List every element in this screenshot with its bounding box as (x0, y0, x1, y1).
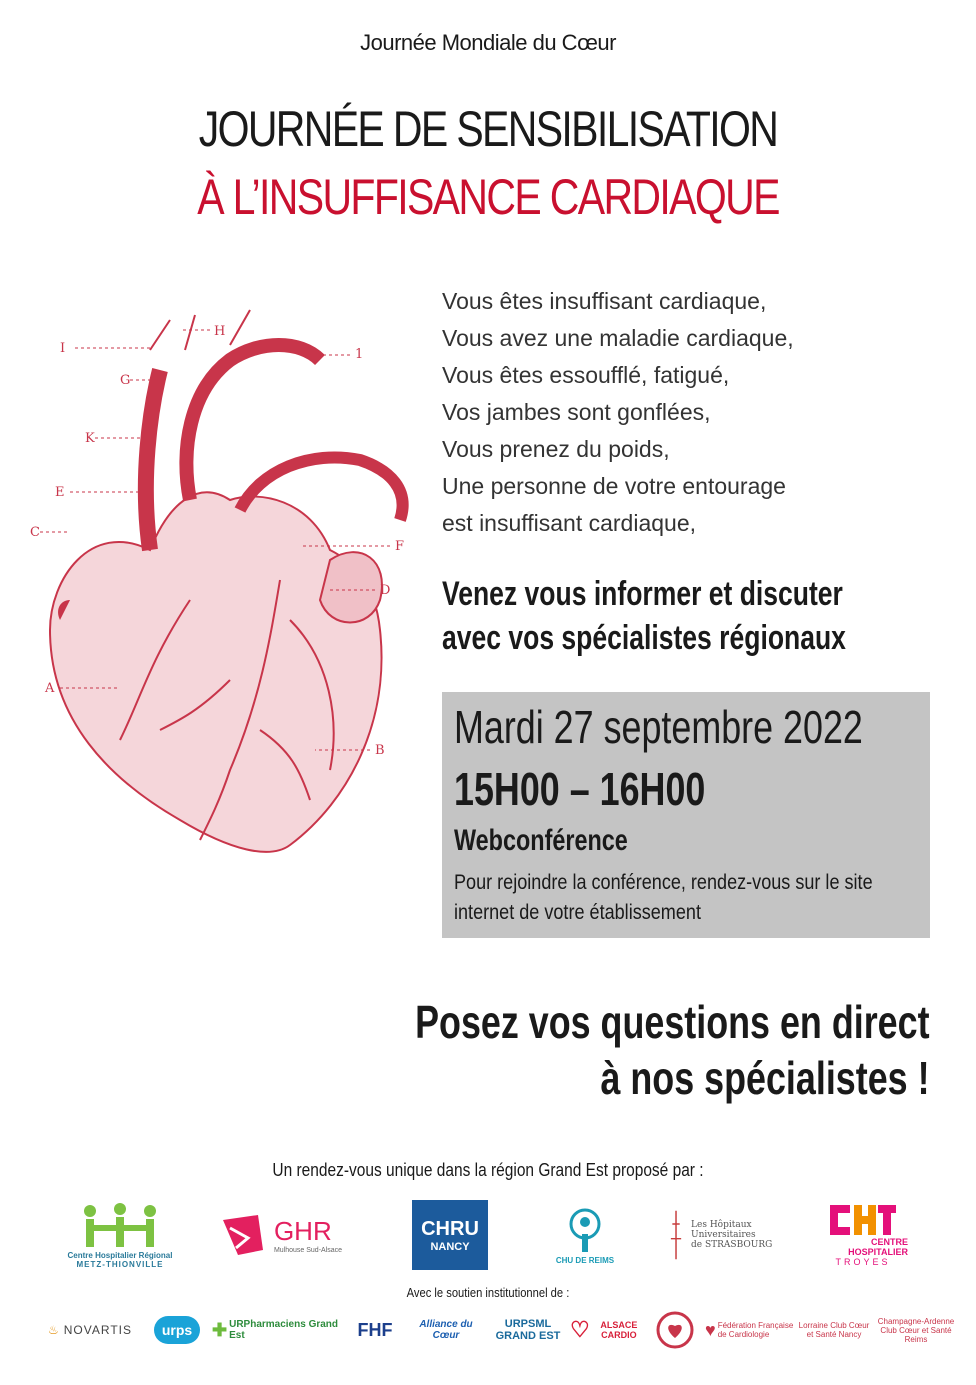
cta-line-1: Venez vous informer et discuter (442, 575, 843, 613)
ghr-shape-icon (218, 1210, 268, 1260)
tree-icon (560, 1206, 610, 1256)
supporter-name: URPharmaciens Grand Est (229, 1319, 339, 1341)
logo-chu-reims (530, 1190, 640, 1280)
supporter-urp-pharmaciens (212, 1308, 340, 1352)
people-icon (75, 1201, 165, 1251)
cathedral-icon (665, 1200, 687, 1270)
cta-line-2: avec vos spécialistes régionaux (442, 619, 846, 657)
logo-chru-nancy (410, 1190, 490, 1280)
partner-name: CHRU (421, 1217, 479, 1240)
supporter-name: FHF (357, 1319, 393, 1340)
heart-label-C: C (30, 525, 40, 540)
title-line-2: À L’INSUFFISANCE CARDIAQUE (197, 169, 779, 225)
pharmacy-cross-icon: ✚ (212, 1319, 228, 1340)
join-line-2: internet de votre établissement (454, 901, 701, 924)
heart-label-I: I (60, 341, 66, 356)
title-line-1: JOURNÉE DE SENSIBILISATION (198, 101, 778, 157)
supporter-alsace-cardio (570, 1308, 646, 1352)
symptom-item: Vous êtes insuffisant cardiaque, (442, 288, 767, 314)
heart-label-1: 1 (355, 347, 364, 362)
heart-outline-icon: ♡ (570, 1317, 590, 1342)
supporter-alliance-coeur (412, 1308, 480, 1352)
partner-name: CENTRE HOSPITALIER (848, 1237, 908, 1257)
heart-label-G: G (120, 373, 131, 388)
artery-branch-1 (150, 310, 250, 350)
supporter-name: NOVARTIS (63, 1323, 132, 1337)
heart-label-H: H (214, 324, 226, 339)
partners-intro: Un rendez-vous unique dans la région Grand Est proposé par : (272, 1160, 704, 1180)
questions-callout (416, 994, 930, 1106)
partner-sub: TROYES (835, 1257, 891, 1267)
event-date: Mardi 27 septembre 2022 (454, 701, 863, 753)
symptom-item: Vous prenez du poids, (442, 436, 670, 462)
symptom-item: Vous êtes essoufflé, fatigué, (442, 362, 730, 388)
anatomical-heart-illustration (30, 300, 430, 870)
supporter-name: Lorraine Club Cœur et Santé Nancy (798, 1321, 870, 1339)
symptom-item: Une personne de votre entourage (442, 473, 786, 499)
partner-sub: Mulhouse Sud-Alsace (273, 1247, 343, 1254)
join-line-1: Pour rejoindre la conférence, rendez-vous sur le site (454, 871, 873, 894)
supporter-ffc (705, 1308, 795, 1352)
partner-sub: NANCY (430, 1240, 470, 1253)
novartis-flame-icon: ♨ (48, 1323, 60, 1337)
heart-label-F: F (395, 539, 405, 554)
cht-letters-icon (828, 1203, 898, 1237)
heart-label-B: B (375, 743, 385, 758)
heart-label-D: D (380, 583, 391, 598)
call-to-action (442, 572, 846, 660)
event-time: 15H00 – 16H00 (454, 763, 706, 815)
symptoms-list (442, 283, 794, 542)
partner-name: CHU DE REIMS (555, 1255, 615, 1265)
supporter-name: Champagne-Ardenne Club Cœur et Santé Reims (877, 1316, 955, 1344)
association-badge-icon (655, 1310, 695, 1350)
heart-label-E: E (55, 485, 65, 500)
event-subtitle: Journée Mondiale du Cœur (360, 30, 616, 55)
supporter-name: ALSACE CARDIO (600, 1320, 638, 1340)
supporter-name: URPSML GRAND EST (495, 1318, 561, 1342)
vena-cava (146, 370, 160, 550)
partner-sub: METZ-THIONVILLE (76, 1260, 164, 1269)
event-info-box (442, 692, 930, 938)
heart-label-A: A (45, 681, 55, 696)
symptom-item: est insuffisant cardiaque, (442, 510, 697, 536)
partner-sub: de STRASBOURG (691, 1240, 773, 1250)
supporter-association-circle (650, 1308, 700, 1352)
questions-line-1: Posez vos questions en direct (415, 996, 930, 1048)
supporter-name: urps (154, 1316, 200, 1344)
supporter-urps (150, 1308, 204, 1352)
supporter-novartis (40, 1308, 140, 1352)
event-format: Webconférence (454, 824, 628, 857)
logo-chr-metz-thionville (60, 1190, 180, 1280)
supporter-name: Alliance du Cœur (419, 1319, 473, 1341)
supporter-club-nancy (795, 1308, 873, 1352)
supporter-urpsml (490, 1308, 566, 1352)
auricle (320, 552, 382, 622)
supporter-club-reims (876, 1308, 956, 1352)
logo-ghr (210, 1190, 350, 1280)
questions-line-2: à nos spécialistes ! (600, 1052, 930, 1104)
symptom-item: Vous avez une maladie cardiaque, (442, 325, 794, 351)
logo-ch-troyes (818, 1190, 908, 1280)
symptom-item: Vos jambes sont gonflées, (442, 399, 711, 425)
supporter-fhf (345, 1308, 405, 1352)
partner-name: Les Hôpitaux Universitaires (691, 1220, 756, 1240)
heart-body (50, 492, 382, 852)
heart-label-K: K (85, 431, 95, 446)
support-intro: Avec le soutien institutionnel de : (406, 1285, 570, 1300)
join-instructions (454, 868, 873, 928)
partner-name: GHR (273, 1216, 332, 1246)
aorta (186, 345, 320, 500)
heart-icon: ♥ (705, 1319, 716, 1340)
logo-hus-strasbourg (665, 1190, 785, 1280)
supporter-name: Fédération Française de Cardiologie (717, 1321, 794, 1339)
partner-name: Centre Hospitalier Régional (67, 1251, 173, 1260)
